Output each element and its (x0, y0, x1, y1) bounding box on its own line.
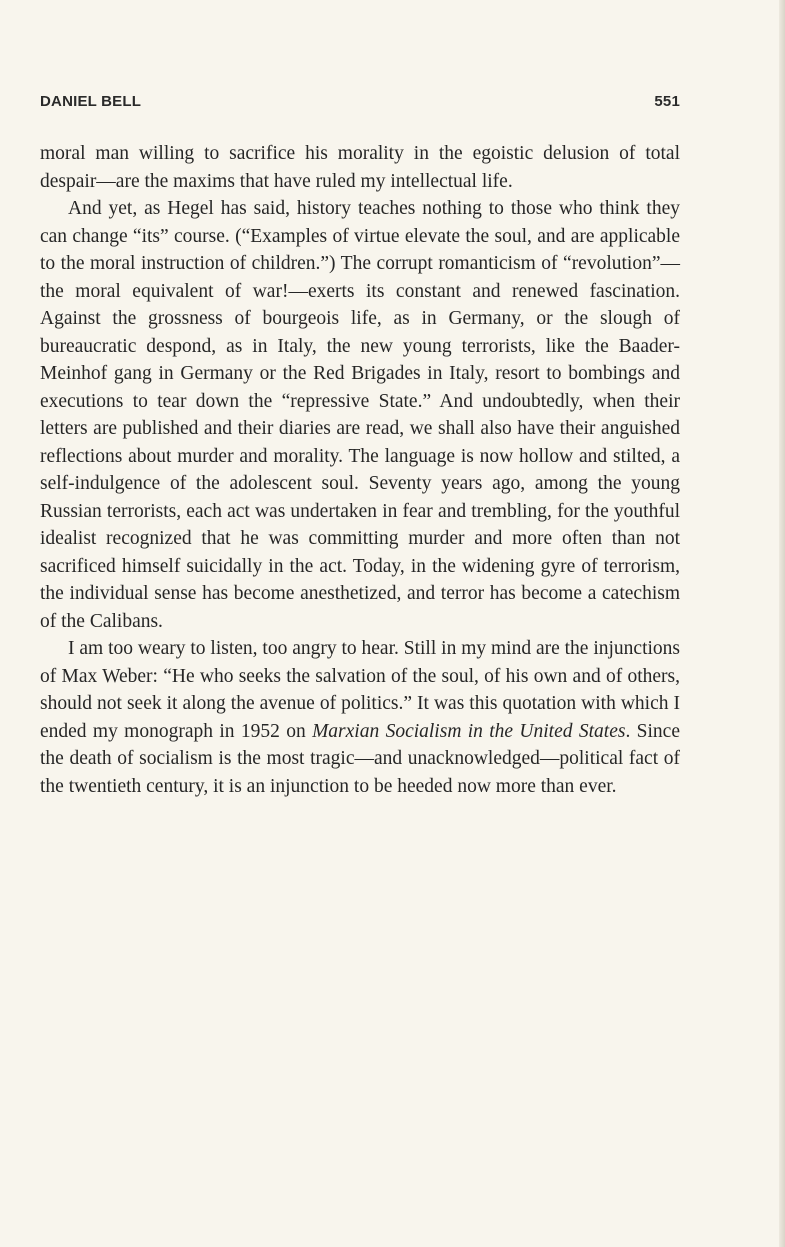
running-head-author: DANIEL BELL (40, 93, 142, 110)
paragraph-weber-text-end: . Since the death of socialism is the most tragic—and unacknowledged—political fact of the twentieth century, it is an injunction to be heeded now more than ever. (40, 720, 680, 797)
paragraph-continuation: moral man willing to sacrifice his morality in the egoistic delusion of total despair—are the maxims that have ruled my intellectual life. (40, 143, 680, 192)
body-text (40, 140, 680, 800)
paragraph-weber-text-start: I am too weary to listen, too angry to hear. Still in my mind are the injunctions of Max Weber: “He who seeks the salvation of the soul, of his own and of others, should not seek it along the avenue of politics.” It was this quotation with which I ended my monograph in 1952 on (40, 638, 680, 742)
paragraph-weber (40, 635, 680, 800)
paragraph-hegel: And yet, as Hegel has said, history teaches nothing to those who think they can change “its” course. (“Examples of virtue elevate the soul, and are applicable to the moral instruction of children.”) The corrupt romanticism of “revolution”—the moral equivalent of war!—exerts its constant and renewed fascination. Against the grossness of bourgeois life, as in Germany, or the slough of bureaucratic despond, as in Italy, the new young terrorists, like the Baader-Meinhof gang in Germany or the Red Brigades in Italy, resort to bombings and executions to tear down the “repressive State.” And undoubtedly, when their letters are published and their diaries are read, we shall also have their anguished reflections about murder and morality. The language is now hollow and stilted, a self-indulgence of the adolescent soul. Seventy years ago, among the young Russian terrorists, each act was undertaken in fear and trembling, for the youthful idealist recognized that he was committing murder and more often than not sacrificed himself suicidally in the act. Today, in the widening gyre of terrorism, the individual sense has become anesthetized, and terror has become a catechism of the Calibans. (40, 198, 680, 632)
page-number: 551 (654, 93, 680, 110)
running-head (40, 93, 680, 113)
page-edge-shadow (779, 0, 785, 1247)
book-title-italic: Marxian Socialism in the United States (312, 720, 626, 742)
